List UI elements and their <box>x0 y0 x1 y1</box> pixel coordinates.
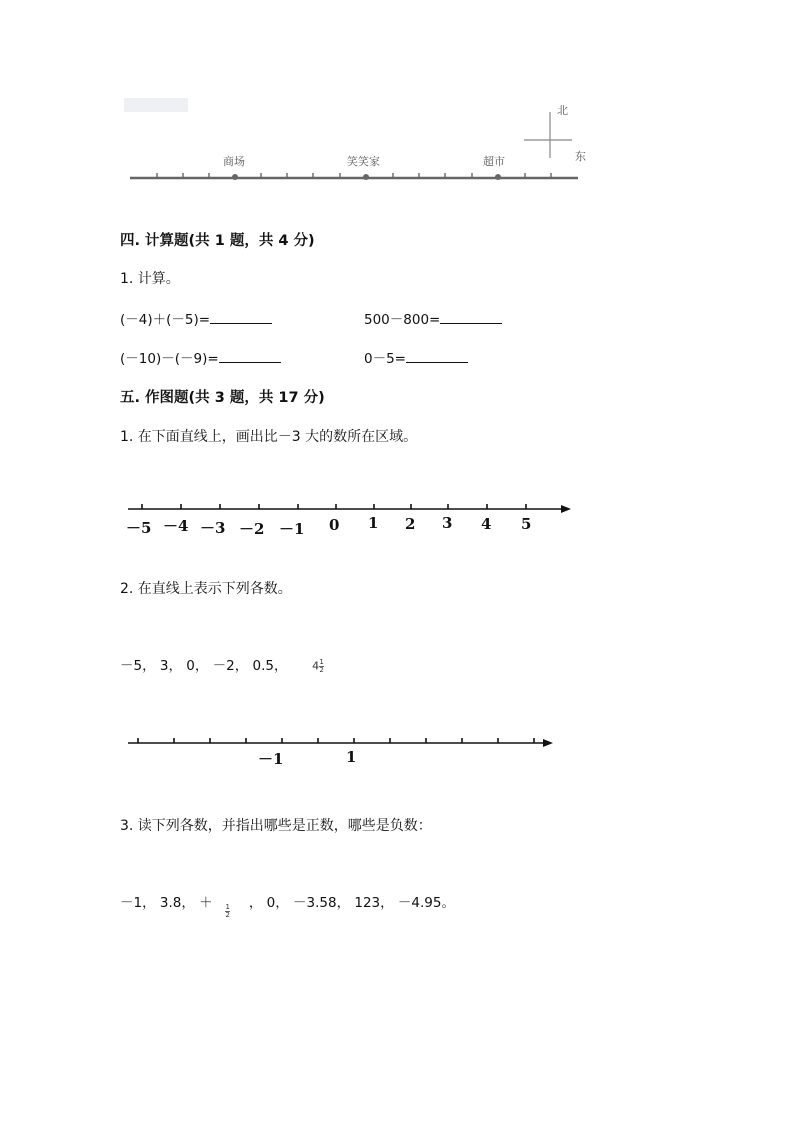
section4-question1: 1. 计算。 <box>120 271 180 287</box>
map-point-home <box>363 174 369 180</box>
map-point-mall <box>232 174 238 180</box>
calc-item-1 <box>120 308 272 328</box>
mixed-number-fraction <box>319 659 324 674</box>
fraction-numerator: 1 <box>225 902 230 911</box>
section4-title: 四. 计算题(共 1 题，共 4 分) <box>120 233 315 249</box>
calc-item-4-text: 0－5= <box>364 351 406 367</box>
tick-label: 1 <box>346 748 357 766</box>
tick-label: 0 <box>329 516 340 534</box>
q2-numbers <box>120 654 324 674</box>
arrow-right-icon <box>543 739 553 747</box>
fraction-denominator: 2 <box>225 910 230 919</box>
compass-north-label: 北 <box>557 104 568 117</box>
tick-label: －4 <box>163 517 189 535</box>
tick-label: －3 <box>200 519 226 537</box>
q2-numbers-text: －5， 3， 0， －2， 0.5， <box>120 658 288 674</box>
tick-label: －1 <box>258 750 284 768</box>
fraction-numerator: 1 <box>319 657 324 666</box>
tick-label: －5 <box>126 519 152 537</box>
calc-item-2 <box>364 308 502 328</box>
calc-item-2-text: 500－800= <box>364 312 441 328</box>
q3-numbers-rest: ， 0， －3.58， 123， －4.95。 <box>248 895 455 911</box>
section5-question1: 1. 在下面直线上，画出比－3 大的数所在区域。 <box>120 429 418 445</box>
arrow-right-icon <box>561 505 571 513</box>
tick-label: －1 <box>279 520 305 538</box>
section5-title: 五. 作图题(共 3 题，共 17 分) <box>120 390 325 406</box>
calc-item-4 <box>364 347 468 367</box>
map-point-supermarket <box>495 174 501 180</box>
q3-numbers <box>120 891 455 919</box>
tick-label: 2 <box>405 515 416 533</box>
q3-fraction <box>225 904 230 919</box>
map-label-supermarket: 超市 <box>483 155 505 168</box>
tick-label: 4 <box>481 515 492 533</box>
fraction-denominator: 2 <box>319 665 324 674</box>
answer-blank[interactable] <box>219 350 281 363</box>
q3-numbers-start: －1， 3.8， ＋ <box>120 895 213 911</box>
tick-label: 3 <box>442 514 453 532</box>
section5-question2: 2. 在直线上表示下列各数。 <box>120 581 292 597</box>
answer-blank[interactable] <box>440 311 502 324</box>
calc-item-3-text: (－10)－(－9)= <box>120 351 219 367</box>
answer-blank[interactable] <box>406 350 468 363</box>
map-label-mall: 商场 <box>223 155 245 168</box>
number-line-1[interactable] <box>0 495 794 525</box>
mixed-number-whole: 4 <box>312 659 320 673</box>
compass-east-label: 东 <box>575 150 586 163</box>
map-label-home: 笑笑家 <box>347 155 380 168</box>
map-line-svg <box>0 0 794 200</box>
answer-blank[interactable] <box>210 311 272 324</box>
number-line-2[interactable] <box>0 730 794 760</box>
compass-icon <box>524 112 572 158</box>
calc-item-3 <box>120 347 281 367</box>
tick-label: 5 <box>521 515 532 533</box>
calc-item-1-text: (－4)＋(－5)= <box>120 312 211 328</box>
tick-label: －2 <box>239 520 265 538</box>
section5-question3: 3. 读下列各数，并指出哪些是正数，哪些是负数： <box>120 818 432 834</box>
tick-label: 1 <box>368 514 379 532</box>
